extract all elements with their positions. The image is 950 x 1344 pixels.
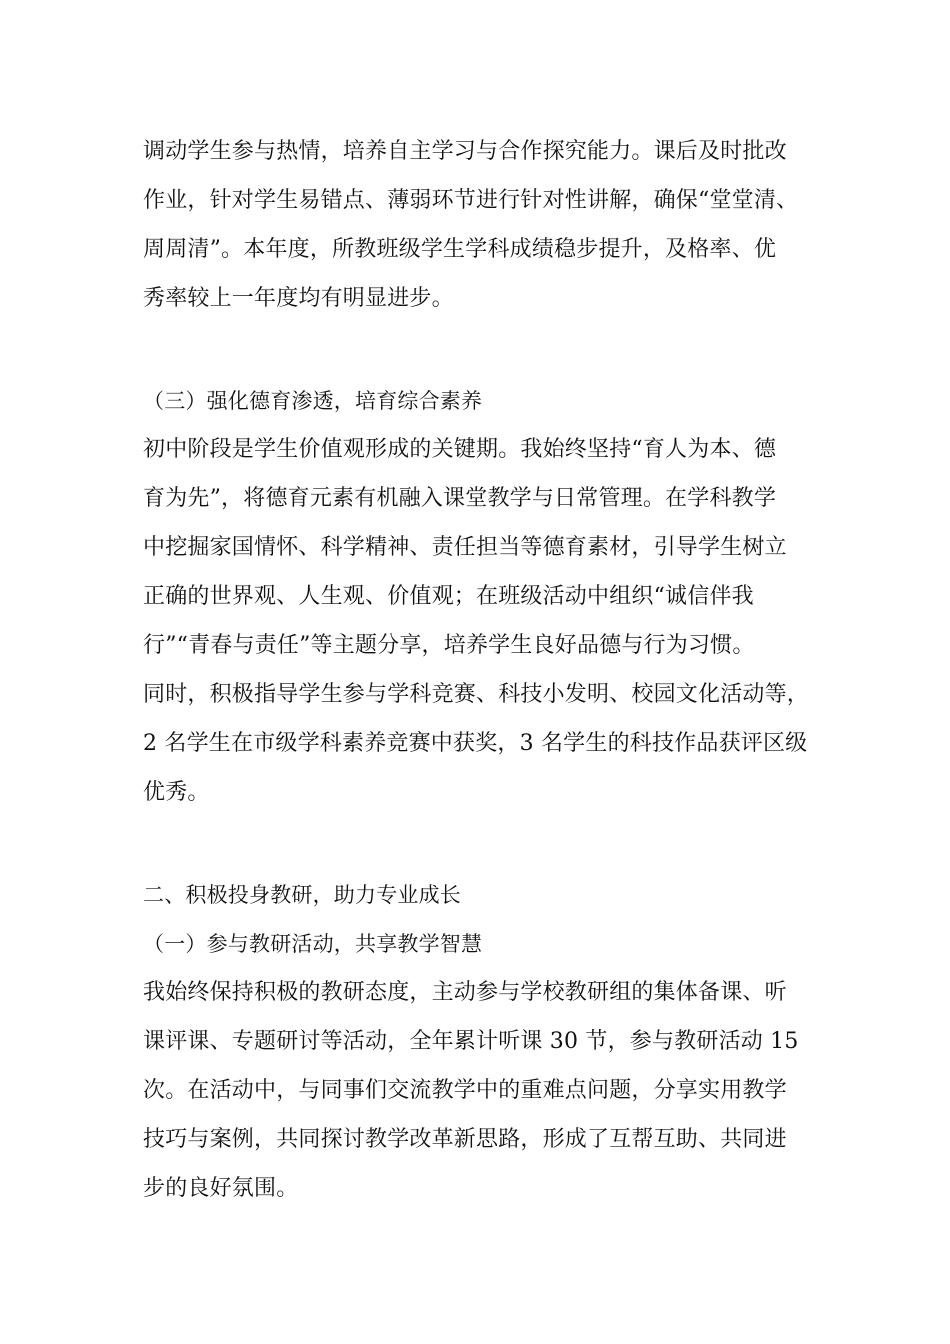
chapter-heading: 二、积极投身教研，助力专业成长 bbox=[143, 883, 461, 907]
paragraph-line: 行”“青春与责任”等主题分享，培养学生良好品德与行为习惯。 bbox=[143, 633, 755, 658]
section-heading: （一）参与教研活动，共享教学智慧 bbox=[143, 932, 483, 956]
paragraph-line: 正确的世界观、人生观、价值观；在班级活动中组织“诚信伴我 bbox=[143, 584, 754, 609]
paragraph-line: 秀率较上一年度均有明显进步。 bbox=[143, 286, 454, 311]
paragraph-line: 中挖掘家国情怀、科学精神、责任担当等德育素材，引导学生树立 bbox=[143, 535, 787, 560]
paragraph-line: 优秀。 bbox=[143, 780, 210, 805]
paragraph-line: 我始终保持积极的教研态度，主动参与学校教研组的集体备课、听 bbox=[143, 980, 787, 1005]
paragraph-line: 2 名学生在市级学科素养竞赛中获奖，3 名学生的科技作品获评区级 bbox=[143, 731, 808, 756]
paragraph-line: 育为先”，将德育元素有机融入课堂教学与日常管理。在学科教学 bbox=[143, 486, 777, 511]
paragraph-line: 周周清”。本年度，所教班级学生学科成绩稳步提升，及格率、优 bbox=[143, 237, 777, 262]
paragraph-line: 技巧与案例，共同探讨教学改革新思路，形成了互帮互助、共同进 bbox=[143, 1127, 787, 1152]
paragraph-line: 同时，积极指导学生参与学科竞赛、科技小发明、校园文化活动等， bbox=[143, 682, 810, 707]
paragraph-line: 初中阶段是学生价值观形成的关键期。我始终坚持“育人为本、德 bbox=[143, 437, 777, 462]
paragraph-line: 次。在活动中，与同事们交流教学中的重难点问题，分享实用教学 bbox=[143, 1078, 787, 1103]
section-heading: （三）强化德育渗透，培育综合素养 bbox=[143, 389, 483, 413]
paragraph-line: 作业，针对学生易错点、薄弱环节进行针对性讲解，确保“堂堂清、 bbox=[143, 188, 799, 213]
paragraph-line: 课评课、专题研讨等活动，全年累计听课 30 节，参与教研活动 15 bbox=[143, 1029, 799, 1054]
paragraph-line: 步的良好氛围。 bbox=[143, 1176, 299, 1201]
paragraph-line: 调动学生参与热情，培养自主学习与合作探究能力。课后及时批改 bbox=[143, 139, 787, 164]
